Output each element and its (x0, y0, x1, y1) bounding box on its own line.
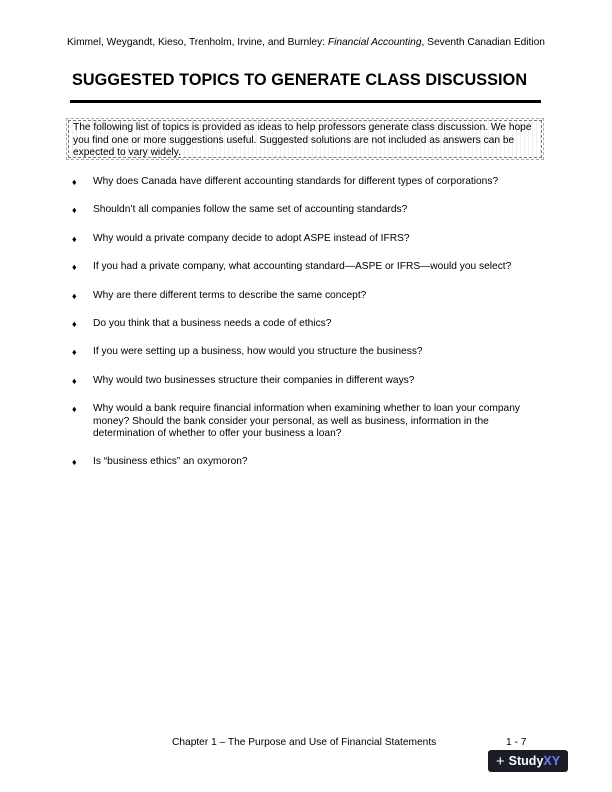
topic-text: Why would a private company decide to adopt ASPE instead of IFRS? (93, 232, 410, 244)
header-authors: Kimmel, Weygandt, Kieso, Trenholm, Irvine, and Burnley: (67, 37, 328, 48)
running-header (0, 37, 612, 48)
list-item (72, 233, 542, 245)
list-item (72, 403, 542, 440)
list-item (72, 204, 542, 216)
plus-icon: + (495, 752, 505, 770)
diamond-bullet-icon: ♦ (72, 457, 77, 468)
badge-brand: Study (508, 754, 544, 768)
list-item (72, 375, 542, 387)
list-item (72, 290, 542, 302)
header-edition: , Seventh Canadian Edition (421, 37, 545, 48)
topic-text: Do you think that a business needs a code of ethics? (93, 318, 332, 330)
topic-text: Why would two businesses structure their companies in different ways? (93, 374, 415, 386)
topics-list (72, 176, 542, 485)
diamond-bullet-icon: ♦ (72, 205, 77, 216)
diamond-bullet-icon: ♦ (72, 375, 77, 386)
topic-text: If you were setting up a business, how would you structure the business? (93, 346, 423, 358)
diamond-bullet-icon: ♦ (72, 319, 77, 330)
diamond-bullet-icon: ♦ (72, 404, 77, 415)
list-item (72, 176, 542, 188)
list-item (72, 346, 542, 358)
topic-text: Why would a bank require financial information when examining whether to loan your company money? Should the bank consider your personal, as well as business, information in the determination of whether to offer your business a loan? (93, 403, 520, 440)
diamond-bullet-icon: ♦ (72, 290, 77, 301)
topic-text: Shouldn’t all companies follow the same set of accounting standards? (93, 204, 408, 216)
page-number: 1 - 7 (506, 737, 527, 748)
diamond-bullet-icon: ♦ (72, 347, 77, 358)
diamond-bullet-icon: ♦ (72, 233, 77, 244)
topic-text: Why does Canada have different accounting standards for different types of corporations? (93, 176, 499, 187)
intro-box: The following list of topics is provided as ideas to help professors generate class discussion. We hope you find one or more suggestions useful. Suggested solutions are not included as answers can be expected to vary widely. (68, 120, 542, 158)
badge-brand-accent: XY (543, 754, 561, 768)
header-book-title: Financial Accounting (327, 37, 422, 48)
list-item (72, 456, 542, 468)
title-rule (70, 100, 541, 103)
list-item (72, 261, 542, 273)
studyxy-badge[interactable] (488, 750, 568, 772)
diamond-bullet-icon: ♦ (72, 262, 77, 273)
topic-text: Why are there different terms to describe the same concept? (93, 289, 367, 301)
chapter-footer: Chapter 1 – The Purpose and Use of Financial Statements (172, 737, 437, 748)
list-item (72, 318, 542, 330)
topic-text: Is “business ethics” an oxymoron? (93, 456, 248, 468)
diamond-bullet-icon: ♦ (72, 177, 77, 187)
topic-text: If you had a private company, what accounting standard—ASPE or IFRS—would you select? (93, 261, 512, 273)
page-title: SUGGESTED TOPICS TO GENERATE CLASS DISCUSSION (72, 71, 528, 89)
